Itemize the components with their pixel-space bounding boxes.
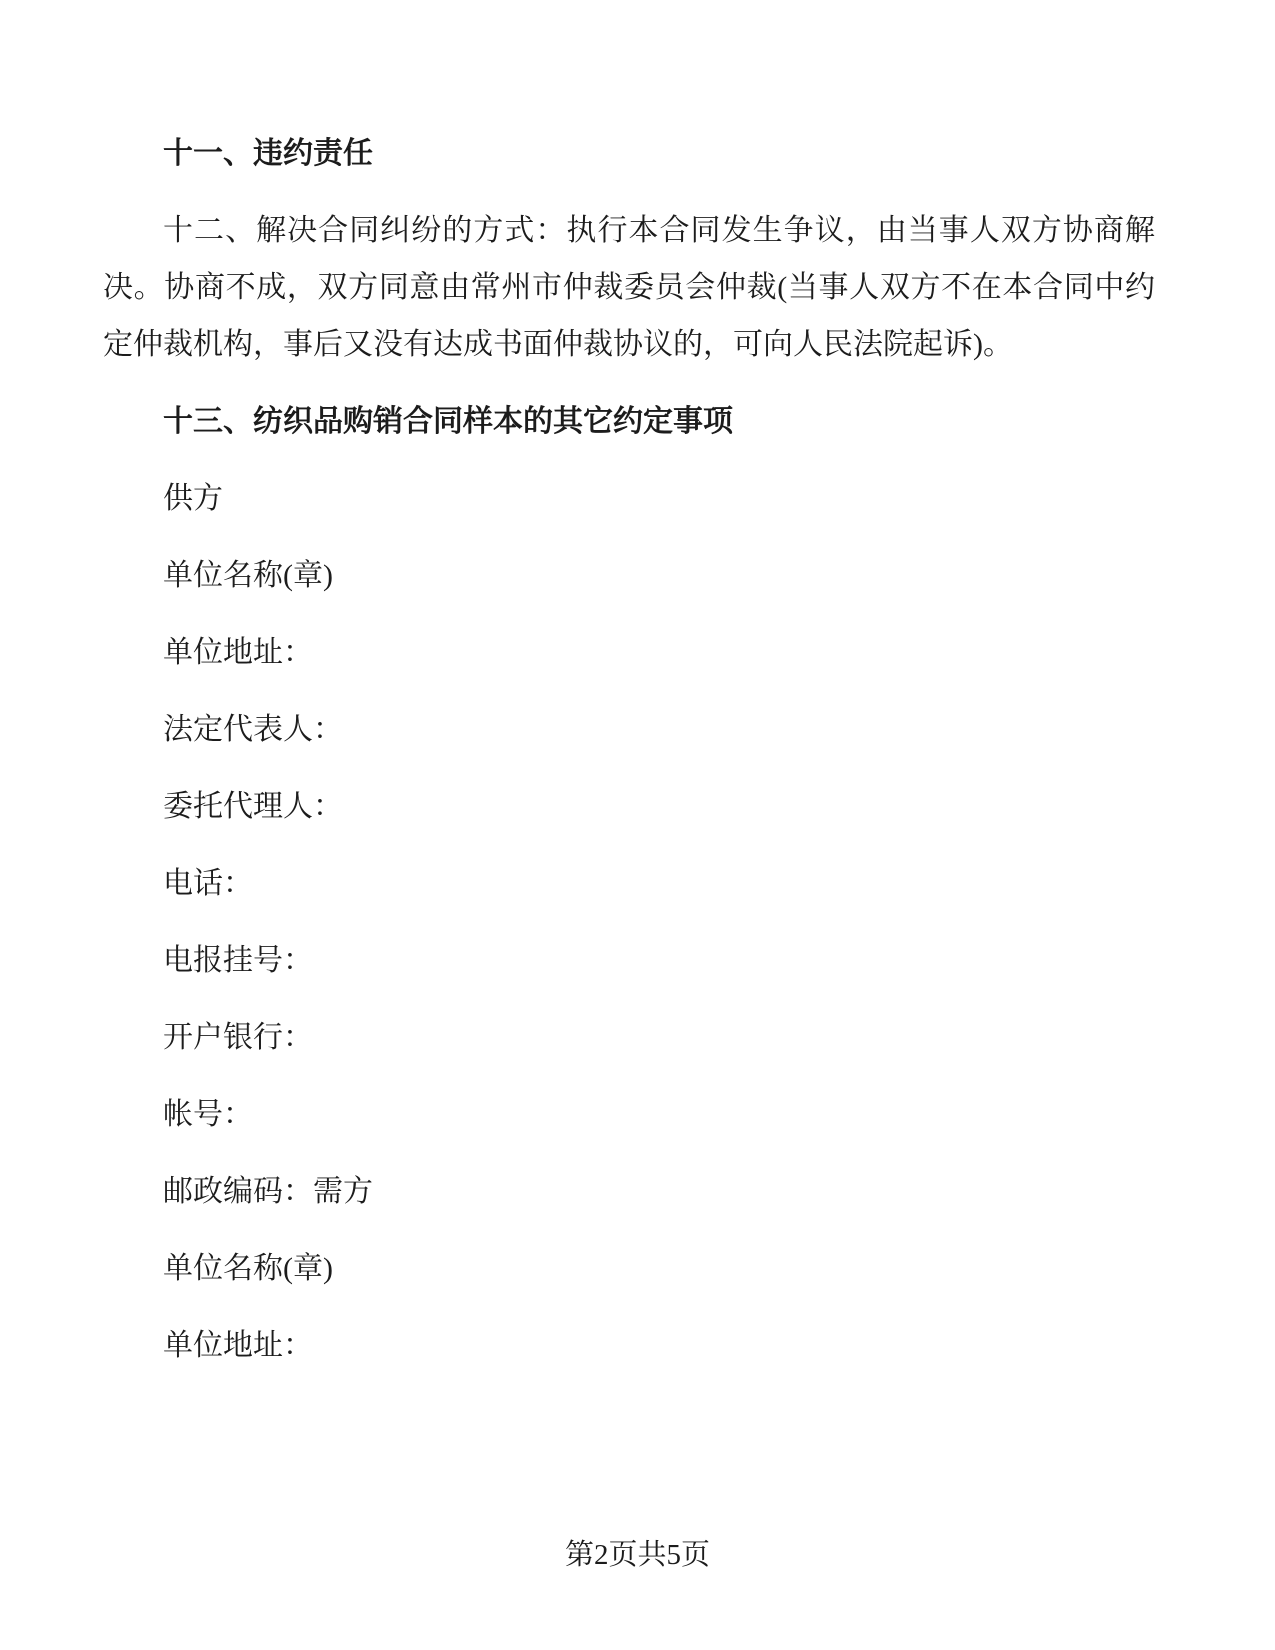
page-number-text: 第2页共5页	[564, 1539, 710, 1571]
doc-field-line: 单位名称(章)	[163, 1252, 333, 1285]
doc-field-line: 单位名称(章)	[163, 559, 333, 592]
doc-paragraph: 十二、解决合同纠纷的方式：执行本合同发生争议，由当事人双方协商解决。协商不成，双方同意由常州市仲裁委员会仲裁(当事人双方不在本合同中约定仲裁机构，事后又没有达成书面仲裁协议的，可向人民法院起诉)。	[103, 214, 1155, 361]
page-footer	[0, 1527, 1275, 1584]
doc-field-line: 邮政编码：需方	[163, 1175, 373, 1208]
doc-field-line: 电报挂号：	[163, 944, 313, 977]
doc-heading: 十三、纺织品购销合同样本的其它约定事项	[163, 405, 733, 438]
doc-field-line: 电话：	[163, 867, 253, 900]
doc-heading: 十一、违约责任	[163, 137, 373, 170]
doc-field-line: 法定代表人：	[163, 713, 343, 746]
doc-field-line: 单位地址：	[163, 1329, 313, 1362]
doc-field-line: 供方	[163, 482, 223, 515]
doc-field-line: 单位地址：	[163, 636, 313, 669]
document-content	[103, 125, 1155, 1394]
doc-field-line: 委托代理人：	[163, 790, 343, 823]
doc-field-line: 开户银行：	[163, 1021, 313, 1054]
doc-field-line: 帐号：	[163, 1098, 253, 1131]
